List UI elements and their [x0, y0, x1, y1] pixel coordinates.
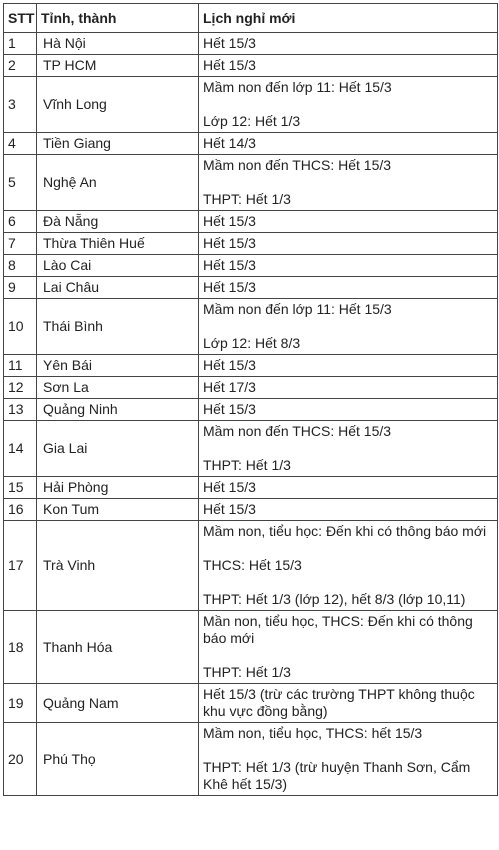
schedule-line: Hết 14/3 [203, 135, 256, 151]
schedule-cell [199, 399, 498, 421]
table-row [4, 55, 498, 77]
table-body [4, 33, 498, 796]
province-cell: Trà Vinh [37, 521, 199, 611]
header-province: Tỉnh, thành [37, 4, 199, 33]
province-cell: Gia Lai [37, 421, 199, 477]
schedule-table [3, 3, 498, 796]
stt-cell: 3 [4, 77, 37, 133]
table-row [4, 399, 498, 421]
table-row [4, 233, 498, 255]
stt-cell: 15 [4, 477, 37, 499]
header-schedule: Lịch nghỉ mới [199, 4, 498, 33]
schedule-line: THPT: Hết 1/3 [203, 457, 291, 473]
schedule-line: THCS: Hết 15/3 [203, 557, 302, 573]
schedule-cell [199, 33, 498, 55]
table-row [4, 723, 498, 796]
schedule-line: Hết 15/3 [203, 257, 256, 273]
table-row [4, 133, 498, 155]
schedule-line: Mầm non đến THCS: Hết 15/3 [203, 423, 392, 439]
stt-cell: 1 [4, 33, 37, 55]
province-cell: Yên Bái [37, 355, 199, 377]
schedule-line: Lớp 12: Hết 1/3 [203, 113, 301, 129]
schedule-cell [199, 77, 498, 133]
schedule-line: THPT: Hết 1/3 [203, 191, 291, 207]
province-cell: Sơn La [37, 377, 199, 399]
table-row [4, 377, 498, 399]
schedule-cell [199, 233, 498, 255]
table-row [4, 77, 498, 133]
schedule-line: Hết 15/3 [203, 35, 256, 51]
table-row [4, 33, 498, 55]
stt-cell: 18 [4, 611, 37, 684]
table-row [4, 155, 498, 211]
stt-cell: 9 [4, 277, 37, 299]
header-stt: STT [4, 4, 37, 33]
schedule-cell [199, 299, 498, 355]
table-row [4, 521, 498, 611]
schedule-line: THPT: Hết 1/3 (trừ huyện Thanh Sơn, Cẩm Khê hết 15/3) [203, 759, 471, 792]
stt-cell: 16 [4, 499, 37, 521]
province-cell: Quảng Nam [37, 684, 199, 723]
schedule-line: Hết 15/3 [203, 357, 256, 373]
schedule-cell [199, 255, 498, 277]
stt-cell: 8 [4, 255, 37, 277]
stt-cell: 2 [4, 55, 37, 77]
schedule-line: Mầm non đến THCS: Hết 15/3 [203, 157, 392, 173]
stt-cell: 6 [4, 211, 37, 233]
stt-cell: 12 [4, 377, 37, 399]
table-row [4, 299, 498, 355]
province-cell: Hải Phòng [37, 477, 199, 499]
schedule-line: Mầm non đến lớp 11: Hết 15/3 [203, 301, 392, 317]
stt-cell: 19 [4, 684, 37, 723]
schedule-cell [199, 277, 498, 299]
schedule-line: Hết 15/3 [203, 235, 256, 251]
table-row [4, 211, 498, 233]
province-cell: Lai Châu [37, 277, 199, 299]
schedule-line: Hết 15/3 [203, 213, 256, 229]
table-row [4, 421, 498, 477]
stt-cell: 4 [4, 133, 37, 155]
schedule-cell [199, 723, 498, 796]
schedule-cell [199, 684, 498, 723]
province-cell: Thừa Thiên Huế [37, 233, 199, 255]
schedule-cell [199, 499, 498, 521]
stt-cell: 5 [4, 155, 37, 211]
table-row [4, 255, 498, 277]
table-row [4, 611, 498, 684]
schedule-cell [199, 355, 498, 377]
stt-cell: 10 [4, 299, 37, 355]
province-cell: Phú Thọ [37, 723, 199, 796]
table-row [4, 499, 498, 521]
province-cell: Tiền Giang [37, 133, 199, 155]
province-cell: Thái Bình [37, 299, 199, 355]
schedule-cell [199, 421, 498, 477]
schedule-line: Mầm non đến lớp 11: Hết 15/3 [203, 79, 392, 95]
table-row [4, 684, 498, 723]
schedule-line: Hết 15/3 [203, 479, 256, 495]
schedule-cell [199, 521, 498, 611]
province-cell: TP HCM [37, 55, 199, 77]
schedule-line: Hết 15/3 [203, 501, 256, 517]
stt-cell: 17 [4, 521, 37, 611]
province-cell: Vĩnh Long [37, 77, 199, 133]
stt-cell: 13 [4, 399, 37, 421]
schedule-cell [199, 133, 498, 155]
stt-cell: 7 [4, 233, 37, 255]
province-cell: Thanh Hóa [37, 611, 199, 684]
table-row [4, 477, 498, 499]
table-row [4, 277, 498, 299]
schedule-line: Mầm non, tiểu học, THCS: hết 15/3 [203, 725, 423, 741]
schedule-cell [199, 155, 498, 211]
stt-cell: 20 [4, 723, 37, 796]
stt-cell: 14 [4, 421, 37, 477]
province-cell: Hà Nội [37, 33, 199, 55]
schedule-line: Hết 15/3 (trừ các trường THPT không thuộc khu vực đồng bằng) [203, 686, 475, 719]
stt-cell: 11 [4, 355, 37, 377]
province-cell: Nghệ An [37, 155, 199, 211]
province-cell: Quảng Ninh [37, 399, 199, 421]
header-row [4, 4, 498, 33]
schedule-line: Mầm non, tiểu học: Đến khi có thông báo mới [203, 523, 487, 539]
schedule-cell [199, 611, 498, 684]
province-cell: Đà Nẵng [37, 211, 199, 233]
schedule-cell [199, 477, 498, 499]
schedule-line: Mần non, tiểu học, THCS: Đến khi có thông báo mới [203, 613, 473, 646]
schedule-line: Hết 15/3 [203, 279, 256, 295]
province-cell: Kon Tum [37, 499, 199, 521]
schedule-line: Hết 15/3 [203, 401, 256, 417]
schedule-line: Lớp 12: Hết 8/3 [203, 335, 301, 351]
schedule-cell [199, 377, 498, 399]
schedule-line: THPT: Hết 1/3 [203, 664, 291, 680]
schedule-line: THPT: Hết 1/3 (lớp 12), hết 8/3 (lớp 10,11) [203, 591, 466, 607]
province-cell: Lào Cai [37, 255, 199, 277]
schedule-cell [199, 55, 498, 77]
schedule-line: Hết 15/3 [203, 57, 256, 73]
schedule-line: Hết 17/3 [203, 379, 256, 395]
schedule-cell [199, 211, 498, 233]
table-row [4, 355, 498, 377]
